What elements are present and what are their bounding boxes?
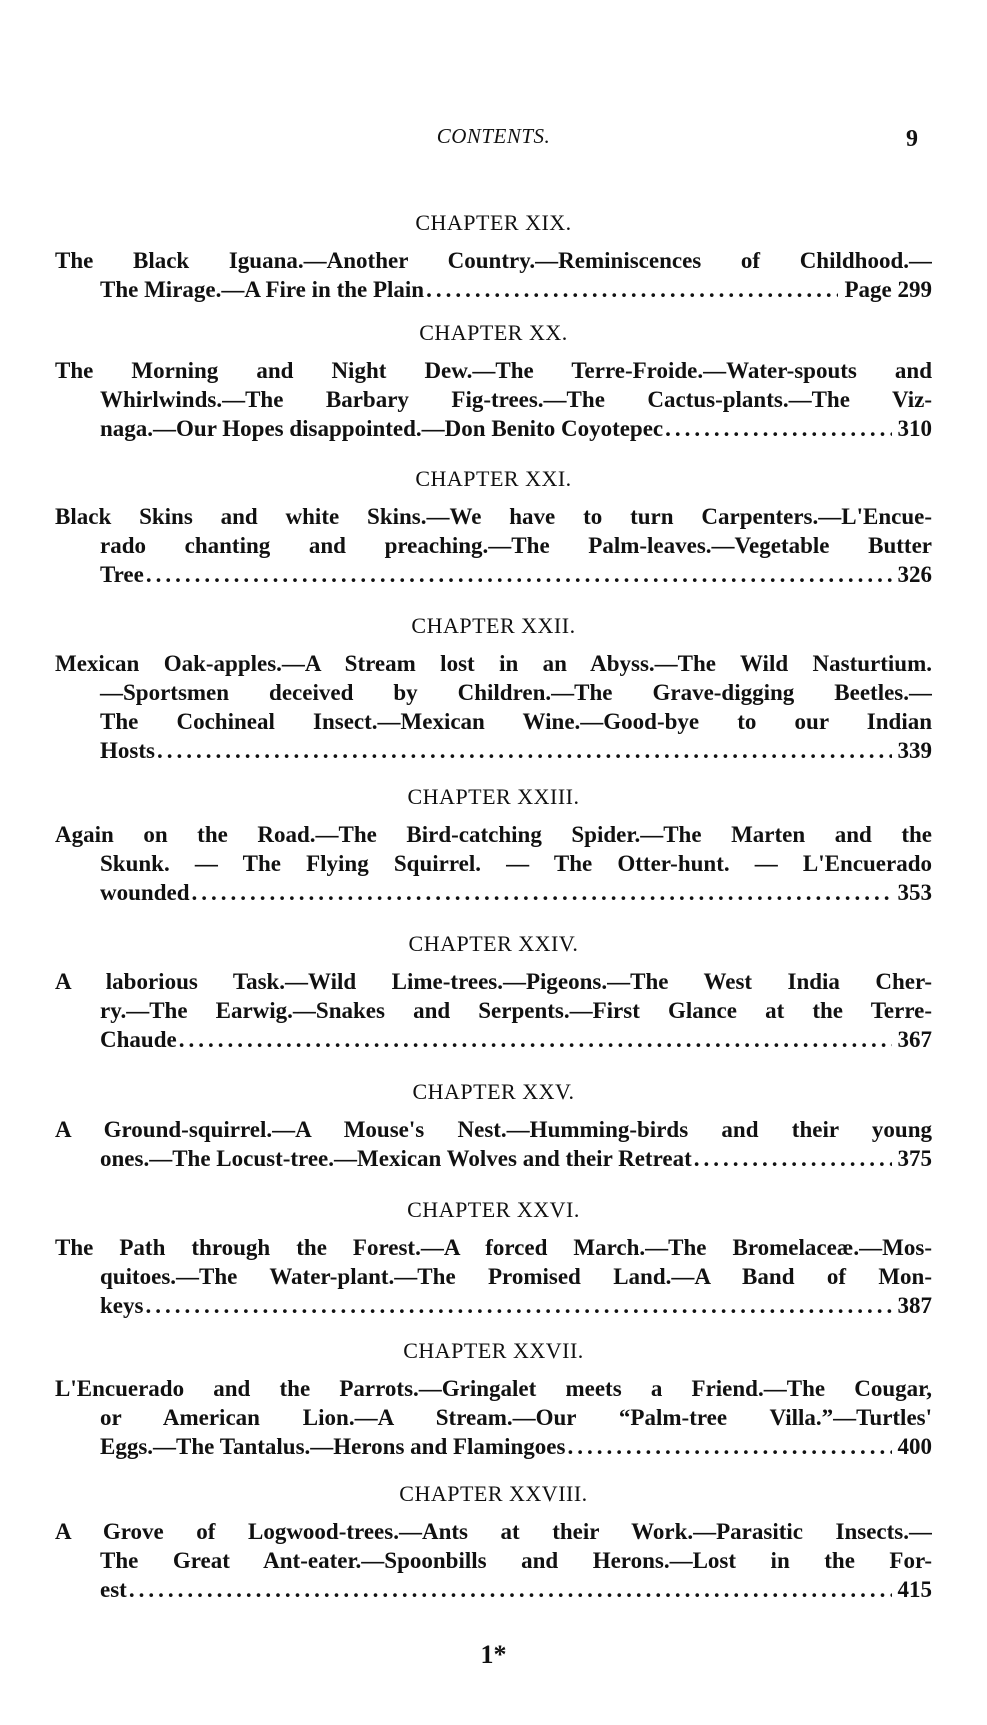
contents-text: keys xyxy=(100,1293,144,1318)
contents-last-line[interactable] xyxy=(55,1291,932,1320)
contents-last-line[interactable] xyxy=(55,736,932,765)
contents-text: ones.—The Locust-tree.—Mexican Wolves and their Retreat xyxy=(100,1146,692,1171)
contents-last-line[interactable] xyxy=(55,414,932,443)
contents-line: The Path through the Forest.—A forced March.—The Bromelaceæ.—Mos- xyxy=(55,1235,932,1260)
contents-line: quitoes.—The Water-plant.—The Promised Land.—A Band of Mon- xyxy=(100,1264,932,1289)
chapter-heading: CHAPTER XXVIII. xyxy=(399,1481,588,1506)
dot-leader xyxy=(146,560,892,589)
contents-line: Black Skins and white Skins.—We have to turn Carpenters.—L'Encue- xyxy=(55,504,932,529)
contents-last-line[interactable] xyxy=(55,560,932,589)
dot-leader xyxy=(129,1575,892,1604)
contents-line: The Black Iguana.—Another Country.—Reminiscences of Childhood.— xyxy=(55,248,932,273)
contents-last-line[interactable] xyxy=(55,275,932,304)
contents-line: The Cochineal Insect.—Mexican Wine.—Good-bye to our Indian xyxy=(100,709,932,734)
dot-leader xyxy=(665,414,891,443)
contents-last-line[interactable] xyxy=(55,878,932,907)
page-reference: 387 xyxy=(897,1293,932,1318)
page-reference: 415 xyxy=(897,1577,932,1602)
page-reference: 326 xyxy=(897,562,932,587)
contents-line: —Sportsmen deceived by Children.—The Grave-digging Beetles.— xyxy=(100,680,932,705)
page-reference: 310 xyxy=(897,416,932,441)
chapter-heading: CHAPTER XXV. xyxy=(412,1079,575,1104)
contents-line: A laborious Task.—Wild Lime-trees.—Pigeons.—The West India Cher- xyxy=(55,969,932,994)
contents-line: A Ground-squirrel.—A Mouse's Nest.—Humming-birds and their young xyxy=(55,1117,932,1142)
dot-leader xyxy=(179,1025,892,1054)
running-head: CONTENTS. xyxy=(436,124,551,148)
dot-leader xyxy=(426,275,838,304)
contents-last-line[interactable] xyxy=(55,1575,932,1604)
contents-line: ry.—The Earwig.—Snakes and Serpents.—First Glance at the Terre- xyxy=(100,998,932,1023)
chapter-entry xyxy=(55,1195,932,1320)
contents-text: Hosts xyxy=(100,738,155,763)
chapter-heading: CHAPTER XIX. xyxy=(415,210,572,235)
chapter-heading: CHAPTER XXI. xyxy=(415,466,572,491)
contents-last-line[interactable] xyxy=(55,1144,932,1173)
chapter-entry xyxy=(55,1336,932,1461)
contents-last-line[interactable] xyxy=(55,1025,932,1054)
contents-line: rado chanting and preaching.—The Palm-leaves.—Vegetable Butter xyxy=(100,533,932,558)
contents-line: The Morning and Night Dew.—The Terre-Froide.—Water-spouts and xyxy=(55,358,932,383)
dot-leader xyxy=(145,1291,891,1320)
chapter-entry xyxy=(55,782,932,907)
page-reference: 353 xyxy=(897,880,932,905)
contents-last-line[interactable] xyxy=(55,1432,932,1461)
dot-leader xyxy=(567,1432,891,1461)
contents-line: Mexican Oak-apples.—A Stream lost in an Abyss.—The Wild Nasturtium. xyxy=(55,651,932,676)
contents-line: Whirlwinds.—The Barbary Fig-trees.—The Cactus-plants.—The Viz- xyxy=(100,387,932,412)
chapter-entry xyxy=(55,208,932,304)
chapter-heading: CHAPTER XXVI. xyxy=(407,1197,580,1222)
chapter-entry xyxy=(55,1479,932,1604)
chapter-entry xyxy=(55,929,932,1054)
page-reference: 339 xyxy=(897,738,932,763)
chapter-entry xyxy=(55,611,932,765)
contents-text: Eggs.—The Tantalus.—Herons and Flamingoes xyxy=(100,1434,566,1459)
contents-text: The Mirage.—A Fire in the Plain xyxy=(100,277,425,302)
page-reference: 400 xyxy=(897,1434,932,1459)
contents-text: wounded xyxy=(100,880,190,905)
chapter-heading: CHAPTER XXIV. xyxy=(408,931,579,956)
contents-text: Chaude xyxy=(100,1027,177,1052)
chapter-heading: CHAPTER XXVII. xyxy=(403,1338,584,1363)
contents-line: Again on the Road.—The Bird-catching Spider.—The Marten and the xyxy=(55,822,932,847)
page-reference: 367 xyxy=(897,1027,932,1052)
contents-text: naga.—Our Hopes disappointed.—Don Benito Coyotepec xyxy=(100,416,664,441)
contents-line: or American Lion.—A Stream.—Our “Palm-tree Villa.”—Turtles' xyxy=(100,1405,932,1430)
contents-line: A Grove of Logwood-trees.—Ants at their Work.—Parasitic Insects.— xyxy=(55,1519,932,1544)
dot-leader xyxy=(694,1144,892,1173)
chapter-heading: CHAPTER XXIII. xyxy=(407,784,580,809)
page-number: 9 xyxy=(906,126,918,152)
contents-line: L'Encuerado and the Parrots.—Gringalet meets a Friend.—The Cougar, xyxy=(55,1376,932,1401)
chapter-entry xyxy=(55,318,932,443)
signature-mark: 1* xyxy=(480,1640,507,1669)
chapter-heading: CHAPTER XX. xyxy=(419,320,568,345)
chapter-entry xyxy=(55,1077,932,1173)
page-reference: 375 xyxy=(897,1146,932,1171)
dot-leader xyxy=(157,736,892,765)
page-reference: Page 299 xyxy=(844,277,932,302)
contents-line: The Great Ant-eater.—Spoonbills and Herons.—Lost in the For- xyxy=(100,1548,932,1573)
contents-text: Tree xyxy=(100,562,144,587)
contents-line: Skunk. — The Flying Squirrel. — The Otter-hunt. — L'Encuerado xyxy=(100,851,932,876)
dot-leader xyxy=(191,878,891,907)
chapter-entry xyxy=(55,464,932,589)
chapter-heading: CHAPTER XXII. xyxy=(411,613,576,638)
contents-text: est xyxy=(100,1577,127,1602)
